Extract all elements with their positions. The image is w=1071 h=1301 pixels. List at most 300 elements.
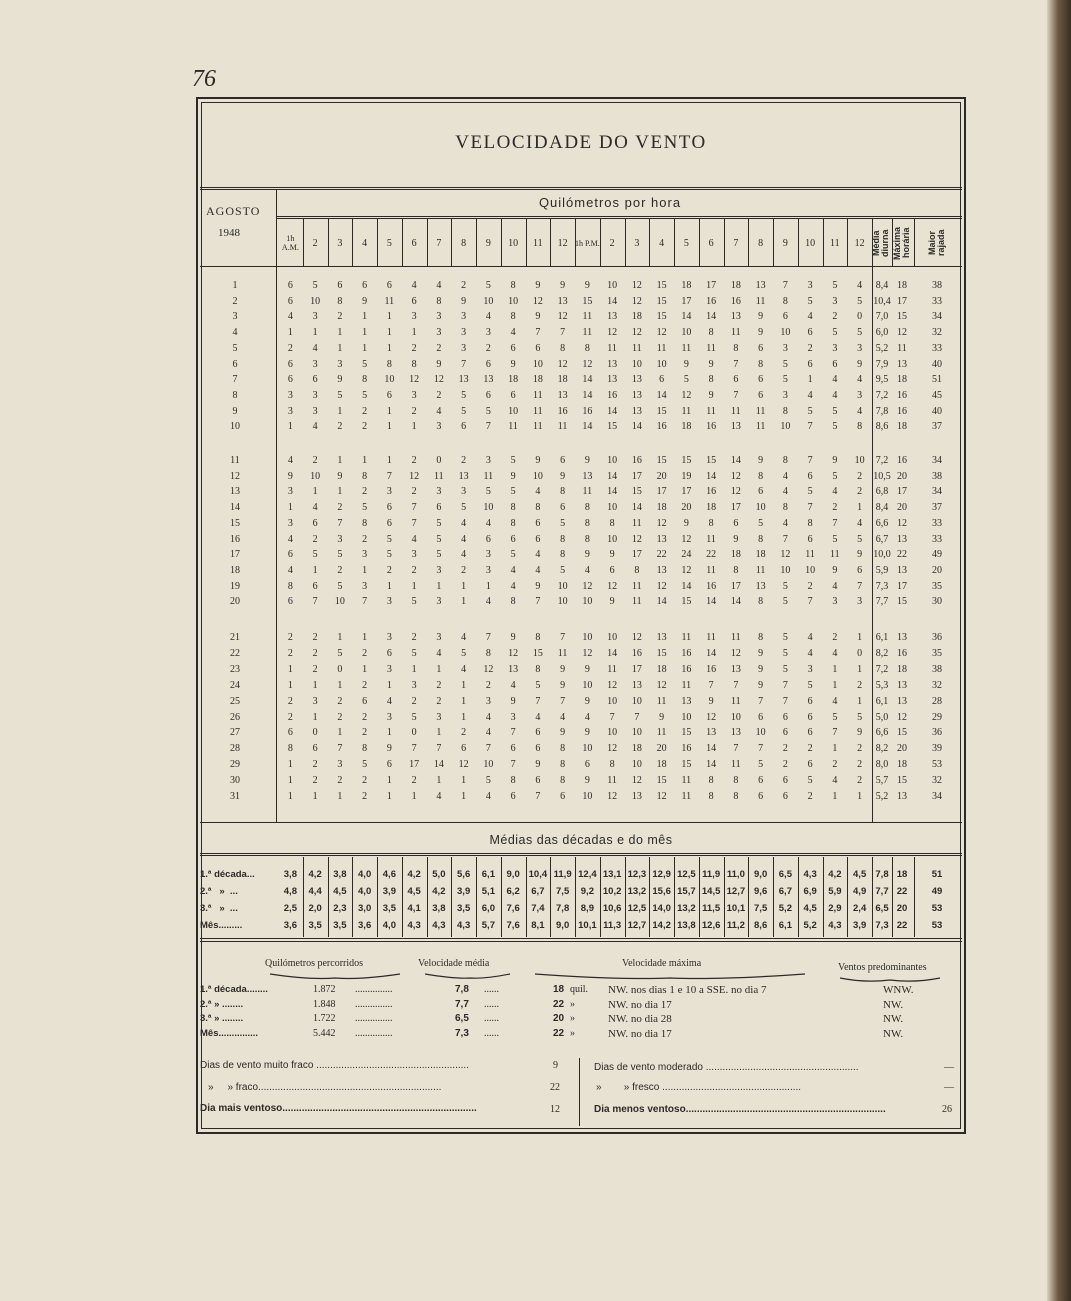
hour-value: 1 [436,775,442,787]
hour-value: 6 [560,791,566,802]
hour-value: 16 [631,455,642,466]
hour-header: 1h P.M. [575,238,600,248]
hour-value: 6 [758,374,764,386]
hour-value: 1 [461,695,467,707]
hour-value: 11 [434,470,444,482]
hour-value: 6 [386,389,392,401]
hour-value: 9 [560,470,566,482]
hour-value: 10 [656,358,667,370]
vel-media-value: 6,5 [455,1013,469,1024]
hour-value: 3 [832,596,838,608]
hour-value: 11 [731,695,741,707]
hour-value: 9 [708,695,714,707]
hour-value: 5 [362,759,368,771]
decade-hour-value: 7,4 [531,903,545,914]
hour-value: 1 [857,663,863,675]
hour-value: 15 [631,486,642,498]
hour-value: 15 [656,280,667,291]
hour-value: 14 [607,647,618,659]
hour-value: 2 [832,759,838,771]
hour-value: 4 [857,405,863,417]
hour-value: 15 [582,295,593,307]
hour-value: 14 [706,759,717,771]
hour-value: 18 [681,421,692,433]
hour-value: 9 [659,711,665,723]
rule [200,187,962,188]
day-cell: 13 [230,486,240,498]
hour-value: 10 [631,358,642,370]
decade-maxima-value: 22 [896,920,908,931]
hour-value: 10 [582,632,593,643]
hour-value: 18 [532,374,543,386]
hour-value: 6 [758,775,764,787]
hour-value: 14 [582,421,593,433]
hour-value: 20 [656,743,667,755]
hour-value: 4 [436,647,442,659]
hour-value: 3 [287,389,293,401]
rule [200,853,962,854]
decade-hour-value: 14,5 [701,886,721,897]
hour-value: 5 [386,533,392,545]
hour-value: 1 [362,632,368,643]
decade-hour-value: 3,5 [333,920,347,931]
rajada-value: 20 [932,564,942,576]
hour-value: 11 [557,647,568,659]
hour-value: 2 [362,791,368,802]
day-cell: 29 [230,759,240,771]
stat-mais-ventoso-value: 12 [550,1104,560,1115]
hour-value: 6 [535,775,541,787]
vel-media-value: 7,8 [455,984,469,995]
maxima-value: 18 [897,280,907,291]
hour-value: 12 [656,327,667,339]
hour-value: 5 [485,405,491,417]
hour-value: 9 [510,632,516,643]
hour-value: 3 [436,711,442,723]
decade-hour-value: 6,5 [778,869,792,880]
hour-value: 4 [857,374,863,386]
hour-value: 3 [832,342,838,354]
hour-value: 15 [656,455,667,466]
hour-value: 2 [337,695,343,707]
hour-value: 9 [857,358,863,370]
day-cell: 26 [230,711,240,723]
rule [200,189,962,190]
decade-hour-value: 5,2 [803,920,817,931]
decade-hour-value: 8,1 [531,920,545,931]
hour-value: 11 [681,632,692,643]
hour-value: 16 [706,295,717,307]
hour-value: 5 [485,280,491,291]
rajada-value: 29 [932,711,942,723]
hour-value: 2 [411,455,417,466]
hour-value: 2 [386,564,392,576]
hour-value: 6 [782,311,788,323]
decade-hour-value: 6,0 [481,903,495,914]
decade-hour-value: 5,1 [481,886,495,897]
maxima-value: 17 [897,295,907,307]
hour-value: 3 [436,421,442,433]
hour-value: 17 [706,280,717,291]
hour-value: 1 [362,564,368,576]
decade-hour-value: 14,0 [652,903,671,914]
hour-value: 3 [436,596,442,608]
hour-value: 2 [337,564,343,576]
hour-value: 8 [782,405,788,417]
hour-value: 4 [510,564,516,576]
hour-value: 4 [807,389,813,401]
media-value: 8,2 [875,743,889,755]
hour-value: 2 [411,695,417,707]
hour-value: 6 [461,743,467,755]
hour-value: 2 [857,759,863,771]
hour-value: 2 [337,711,343,723]
hour-value: 14 [681,580,692,592]
hour-value: 14 [607,486,618,498]
hour-value: 13 [755,280,766,291]
hour-value: 12 [681,564,692,576]
maxima-value: 12 [897,711,907,723]
hour-value: 12 [730,470,741,482]
hour-value: 2 [312,632,318,643]
hour-value: 5 [832,421,838,433]
decade-hour-value: 11,5 [702,903,721,914]
hour-value: 9 [584,663,590,675]
rajada-value: 38 [932,663,942,675]
hour-value: 8 [609,517,615,529]
media-value: 5,3 [875,679,889,691]
hour-value: 6 [362,695,368,707]
hour-value: 10 [532,358,543,370]
hour-value: 3 [362,580,368,592]
media-value: 7,8 [875,405,889,417]
hour-value: 4 [510,580,516,592]
hour-value: 17 [409,759,420,771]
decade-hour-value: 4,0 [358,886,372,897]
hour-value: 8 [560,486,566,498]
decade-hour-value: 9,0 [754,869,768,880]
hour-value: 5 [436,549,442,561]
hour-value: 9 [733,533,739,545]
hour-value: 10 [310,470,321,482]
hour-value: 10 [755,727,766,739]
leader-dots: ............... [355,998,393,1010]
hour-value: 13 [458,470,469,482]
media-value: 5,7 [875,775,889,787]
hour-value: 8 [535,663,541,675]
hour-value: 17 [730,580,741,592]
maxima-value: 12 [897,517,907,529]
hour-header: 4 [659,237,665,249]
hour-value: 5 [832,280,838,291]
hour-value: 3 [312,311,318,323]
hour-value: 5 [312,549,318,561]
hour-value: 3 [386,711,392,723]
decade-label: 2.ª » ... [200,886,238,897]
maxima-value: 13 [897,632,907,643]
hour-value: 12 [607,679,618,691]
stat-muito-fraco-row: Dias de vento muito fraco ....................................................... [200,1060,469,1071]
hour-value: 15 [681,455,692,466]
hour-value: 5 [832,470,838,482]
decade-hour-value: 4,5 [853,869,867,880]
decade-hour-value: 4,3 [457,920,471,931]
hour-value: 12 [607,791,618,802]
hour-value: 7 [337,517,343,529]
hour-value: 11 [755,421,766,433]
maxima-value: 20 [897,743,907,755]
hour-value: 3 [485,327,491,339]
hour-value: 2 [287,711,293,723]
decade-hour-value: 9,0 [506,869,520,880]
hour-value: 2 [411,405,417,417]
rajada-value: 34 [932,486,942,498]
hour-value: 6 [560,455,566,466]
stat-mais-ventoso-row: Dia mais ventoso...................................................................... [200,1103,477,1114]
hour-value: 11 [681,679,692,691]
hour-value: 1 [386,405,392,417]
rule [200,938,962,939]
leader-dots: ...... [484,998,499,1010]
hour-value: 3 [312,389,318,401]
decade-media-value: 7,7 [875,886,889,897]
media-value: 6,1 [875,632,889,643]
hour-value: 14 [582,389,593,401]
hour-value: 7 [535,695,541,707]
hour-value: 14 [631,502,642,514]
hour-value: 2 [857,470,863,482]
hour-value: 11 [632,342,642,354]
hour-value: 10 [508,295,519,307]
day-cell: 9 [232,405,238,417]
hour-value: 6 [560,502,566,514]
hour-value: 14 [607,295,618,307]
hour-value: 7 [535,791,541,802]
maxima-value: 18 [897,421,907,433]
maxima-value: 20 [897,470,907,482]
media-value: 6,6 [875,517,889,529]
hour-value: 3 [510,711,516,723]
maxima-value: 18 [897,663,907,675]
media-value: 9,5 [875,374,889,386]
hour-value: 4 [312,502,318,514]
hour-value: 8 [436,295,442,307]
hour-value: 8 [782,455,788,466]
decade-label: 3.ª » ... [200,903,238,914]
hour-value: 17 [681,486,692,498]
summary-label: 3.ª » ........ [200,1013,244,1024]
decade-maxima-value: 22 [896,886,908,897]
hour-value: 10 [607,632,618,643]
hour-value: 5 [782,647,788,659]
decade-hour-value: 3,5 [457,903,471,914]
hour-value: 4 [411,280,417,291]
hour-value: 7 [337,743,343,755]
decade-hour-value: 4,5 [803,903,817,914]
rajada-value: 40 [932,405,942,417]
rajada-value: 33 [932,342,942,354]
hour-value: 4 [560,711,566,723]
hour-value: 3 [337,358,343,370]
day-cell: 1 [232,280,238,291]
hour-value: 5 [461,405,467,417]
hour-value: 10 [384,374,395,386]
hour-value: 1 [386,311,392,323]
hour-value: 9 [535,580,541,592]
hour-value: 4 [436,405,442,417]
hour-value: 1 [287,791,293,802]
hour-value: 10 [334,596,345,608]
hour-value: 17 [631,663,642,675]
hour-value: 8 [510,502,516,514]
hour-value: 3 [411,311,417,323]
hour-value: 9 [857,549,863,561]
hour-header: 8 [461,237,467,249]
hour-value: 8 [560,743,566,755]
hour-value: 8 [609,759,615,771]
hour-header: 3 [337,237,343,249]
hour-value: 11 [805,549,815,561]
decade-hour-value: 6,2 [506,886,520,897]
hour-value: 3 [362,549,368,561]
hour-value: 3 [857,596,863,608]
hour-value: 12 [631,775,642,787]
hour-value: 6 [362,280,368,291]
hour-value: 12 [433,374,444,386]
hour-value: 6 [510,743,516,755]
hour-value: 5 [461,389,467,401]
hour-value: 11 [755,564,766,576]
hour-value: 10 [508,405,519,417]
decade-hour-value: 4,4 [308,886,322,897]
rule [200,941,962,942]
hour-value: 11 [384,295,395,307]
hour-value: 13 [607,374,618,386]
hour-value: 11 [607,342,617,354]
hour-value: 1 [857,695,863,707]
hour-value: 6 [807,533,813,545]
hour-value: 7 [807,421,813,433]
hour-value: 13 [656,564,667,576]
hour-value: 15 [607,421,618,433]
hour-value: 12 [607,327,618,339]
rajada-value: 32 [932,775,942,787]
hour-value: 24 [681,549,692,561]
hour-value: 1 [362,327,368,339]
vel-max-direction: NW. no dia 17 [608,998,672,1011]
hour-value: 3 [782,342,788,354]
summary-label: 1.ª década........ [200,984,268,995]
rajada-value: 33 [932,533,942,545]
hour-value: 10 [730,711,741,723]
hour-value: 8 [510,775,516,787]
hour-value: 5 [337,647,343,659]
hour-value: 9 [436,358,442,370]
media-value: 8,4 [875,280,889,291]
hour-value: 17 [631,549,642,561]
hour-value: 11 [681,775,692,787]
maxima-value: 13 [897,358,907,370]
decade-hour-value: 3,6 [358,920,372,931]
hour-value: 12 [508,647,519,659]
hour-header: 11 [533,237,543,249]
hour-value: 16 [557,405,568,417]
rajada-value: 28 [932,695,942,707]
rule [276,190,277,822]
hour-value: 6 [287,358,293,370]
hour-value: 9 [584,549,590,561]
hour-value: 6 [312,374,318,386]
hour-value: 5 [758,517,764,529]
km-value: 1.722 [313,1013,336,1024]
maxima-value: 15 [897,775,907,787]
hour-value: 7 [461,358,467,370]
hour-value: 1 [337,727,343,739]
hour-value: 13 [631,389,642,401]
stat-fraco-row: » » fraco.................................................................. [208,1082,442,1093]
hour-value: 5 [857,295,863,307]
rajada-value: 38 [932,280,942,291]
hour-value: 7 [362,596,368,608]
decade-hour-value: 5,7 [481,920,495,931]
hour-value: 4 [807,647,813,659]
hour-value: 1 [436,663,442,675]
hour-value: 1 [411,327,417,339]
rajada-value: 38 [932,470,942,482]
hour-value: 9 [362,295,368,307]
decade-hour-value: 6,7 [778,886,792,897]
hour-value: 8 [733,791,739,802]
hour-value: 8 [782,295,788,307]
hour-value: 4 [782,517,788,529]
hour-value: 18 [730,280,741,291]
media-value: 5,2 [875,791,889,802]
decade-hour-value: 10,1 [726,903,746,914]
hour-value: 11 [830,549,840,561]
hour-value: 10 [310,295,321,307]
hour-value: 18 [557,374,568,386]
decade-hour-value: 4,3 [432,920,446,931]
vel-max-unit: quil. [570,984,589,995]
hour-value: 4 [832,580,838,592]
hour-value: 3 [436,486,442,498]
hour-value: 6 [807,327,813,339]
day-cell: 30 [230,775,240,787]
decade-hour-value: 2,5 [283,903,297,914]
hour-value: 6 [807,470,813,482]
hour-value: 9 [386,743,392,755]
day-cell: 27 [230,727,240,739]
hour-header: 9 [485,237,491,249]
hour-value: 1 [461,596,467,608]
hour-value: 4 [436,280,442,291]
rajada-value: 39 [932,743,942,755]
decade-hour-value: 5,9 [828,886,842,897]
hour-value: 1 [461,679,467,691]
hour-value: 1 [832,663,838,675]
hour-value: 5 [857,327,863,339]
hour-value: 13 [706,727,717,739]
hour-value: 6 [386,759,392,771]
hour-value: 3 [857,389,863,401]
hour-value: 18 [755,549,766,561]
hour-value: 7 [758,695,764,707]
hour-value: 7 [782,679,788,691]
hour-value: 6 [287,727,293,739]
vel-max-direction: NW. nos dias 1 e 10 a SSE. no dia 7 [608,984,767,996]
decade-hour-value: 4,3 [407,920,421,931]
hour-value: 12 [557,358,568,370]
